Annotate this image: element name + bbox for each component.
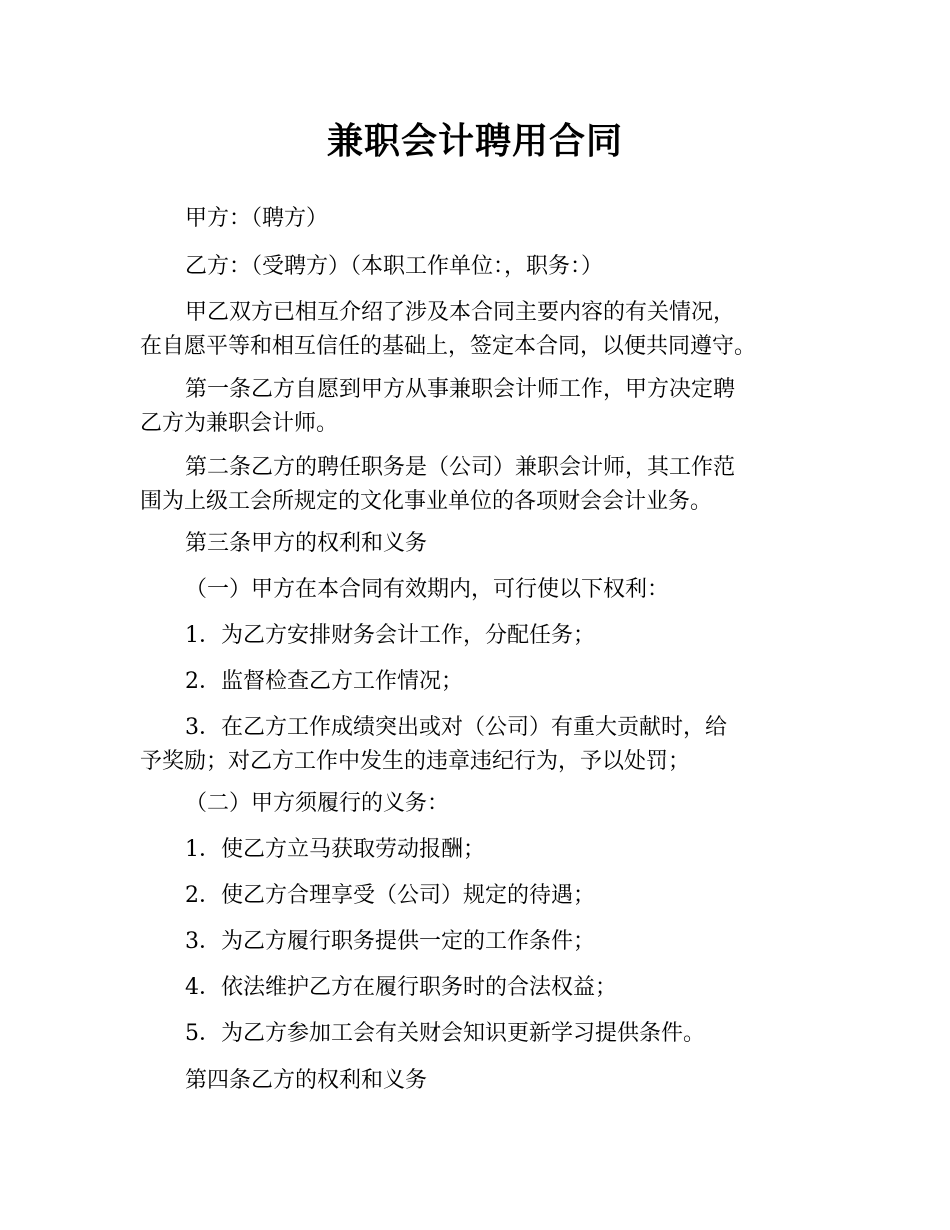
paragraph-line: 5．为乙方参加工会有关财会知识更新学习提供条件。 — [185, 1021, 705, 1046]
paragraph-item — [140, 925, 840, 959]
paragraph-article-1 — [140, 373, 840, 441]
paragraph-item — [140, 833, 840, 867]
paragraph-line: 3．为乙方履行职务提供一定的工作条件； — [185, 929, 595, 954]
paragraph-line: 甲乙双方已相互介绍了涉及本合同主要内容的有关情况， — [185, 300, 736, 325]
paragraph-party-a — [140, 202, 840, 236]
paragraph-line: （一）甲方在本合同有效期内，可行使以下权利： — [185, 577, 670, 602]
paragraph-article-2 — [140, 451, 840, 519]
paragraph-line: （二）甲方须履行的义务： — [185, 791, 450, 816]
paragraph-line: 2．监督检查乙方工作情况； — [185, 669, 463, 694]
paragraph-item — [140, 711, 840, 779]
paragraph-line: 乙方：（受聘方）（本职工作单位：，职务：） — [185, 254, 604, 279]
paragraph-line: 乙方为兼职会计师。 — [140, 411, 339, 436]
paragraph-section-rights — [140, 573, 840, 607]
paragraph-line: 1．使乙方立马获取劳动报酬； — [185, 837, 485, 862]
paragraph-item — [140, 619, 840, 653]
paragraph-article-4 — [140, 1064, 840, 1098]
paragraph-intro — [140, 296, 840, 364]
paragraph-line: 3．在乙方工作成绩突出或对（公司）有重大贡献时，给 — [185, 715, 727, 740]
paragraph-line: 第三条甲方的权利和义务 — [185, 531, 428, 556]
paragraph-item — [140, 879, 840, 913]
paragraph-line: 第四条乙方的权利和义务 — [185, 1068, 428, 1093]
paragraph-line: 第一条乙方自愿到甲方从事兼职会计师工作，甲方决定聘 — [185, 377, 736, 402]
document-title: 兼职会计聘用合同 — [326, 121, 623, 162]
paragraph-party-b — [140, 250, 840, 284]
paragraph-line: 围为上级工会所规定的文化事业单位的各项财会会计业务。 — [140, 489, 713, 514]
paragraph-item — [140, 971, 840, 1005]
paragraph-section-duties — [140, 787, 840, 821]
paragraph-item — [140, 665, 840, 699]
paragraph-line: 予奖励；对乙方工作中发生的违章违纪行为，予以处罚； — [140, 749, 691, 774]
paragraph-line: 第二条乙方的聘任职务是（公司）兼职会计师，其工作范 — [185, 455, 736, 480]
paragraph-line: 在自愿平等和相互信任的基础上，签定本合同，以便共同遵守。 — [140, 334, 757, 359]
paragraph-line: 2．使乙方合理享受（公司）规定的待遇； — [185, 883, 595, 908]
paragraph-item — [140, 1017, 840, 1051]
paragraph-line: 1．为乙方安排财务会计工作，分配任务； — [185, 623, 595, 648]
paragraph-article-3 — [140, 527, 840, 561]
paragraph-line: 甲方：（聘方） — [185, 206, 329, 231]
paragraph-line: 4．依法维护乙方在履行职务时的合法权益； — [185, 975, 617, 1000]
